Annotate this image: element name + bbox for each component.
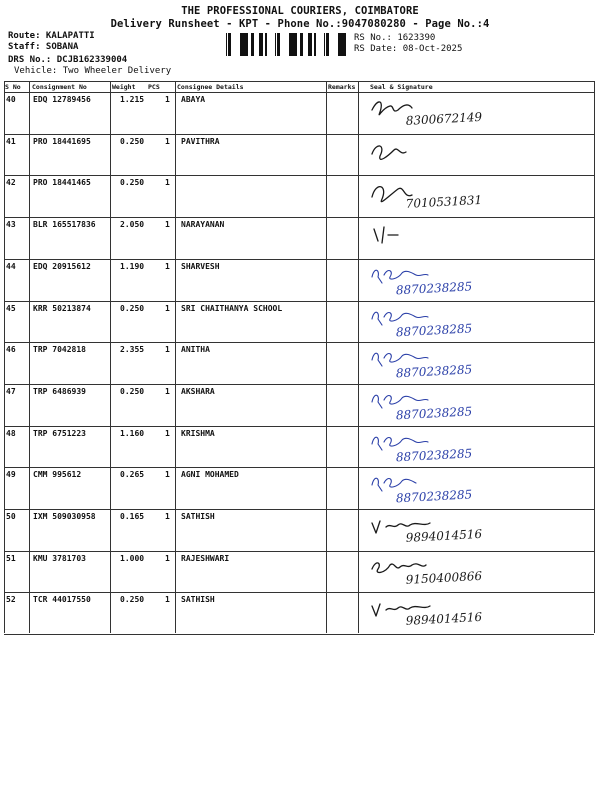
svg-text:8870238285: 8870238285 (395, 404, 473, 423)
row-pcs: 1 (165, 386, 170, 396)
col-header-remarks: Remarks (328, 83, 356, 91)
svg-text:7010531831: 7010531831 (405, 193, 483, 212)
row-pcs: 1 (165, 512, 170, 521)
row-consignee: ANITHA (181, 345, 210, 355)
row-consignment-no: PRO 18441465 (33, 178, 91, 188)
col-header-weight: Weight (112, 83, 136, 91)
table-top-rule (4, 81, 594, 82)
row-sno: 51 (6, 553, 16, 563)
row-pcs: 1 (165, 595, 170, 605)
row-consignment-no: TCR 44017550 (33, 595, 91, 605)
row-weight: 0.165 (120, 512, 145, 521)
row-consignee: SATHISH (181, 512, 215, 521)
col-header-consignee: Consignee Details (177, 83, 244, 91)
svg-text:9150400866: 9150400866 (405, 568, 483, 587)
svg-text:8870238285: 8870238285 (395, 445, 473, 464)
row-weight: 0.250 (120, 386, 145, 396)
row-consignee: KRISHMA (181, 428, 215, 438)
row-sno: 52 (6, 595, 16, 605)
row-consignee: SATHISH (181, 595, 215, 605)
row-consignee: RAJESHWARI (181, 553, 230, 563)
handwritten-signature (362, 177, 542, 217)
handwritten-signature (362, 428, 542, 468)
document-subtitle: Delivery Runsheet - KPT - Phone No.:9047080280 - Page No.:4 (110, 18, 490, 30)
row-consignment-no: EDQ 20915612 (33, 261, 91, 271)
row-consignment-no: EDQ 12789456 (33, 95, 91, 104)
svg-text:9894014516: 9894014516 (405, 610, 483, 629)
document-title: THE PROFESSIONAL COURIERS, COIMBATORE (181, 5, 419, 17)
handwritten-signature (362, 594, 542, 634)
row-consignee: SHARVESH (181, 261, 220, 271)
row-consignee: AGNI MOHAMED (181, 470, 239, 480)
row-pcs: 1 (165, 95, 170, 104)
row-weight: 2.050 (120, 220, 145, 230)
row-consignee: ABAYA (181, 95, 206, 104)
barcode (224, 33, 350, 56)
row-sno: 50 (6, 512, 16, 521)
row-pcs: 1 (165, 178, 170, 188)
row-weight: 2.355 (120, 345, 145, 355)
row-pcs: 1 (165, 553, 170, 563)
row-consignee: PAVITHRA (181, 136, 220, 146)
row-consignee: SRI CHAITHANYA SCHOOL (181, 303, 283, 313)
row-consignment-no: TRP 6751223 (33, 428, 86, 438)
row-weight: 1.215 (120, 95, 145, 104)
row-pcs: 1 (165, 303, 170, 313)
staff-label: Staff: SOBANA (8, 42, 79, 52)
row-consignment-no: PRO 18441695 (33, 136, 91, 146)
handwritten-signature (362, 511, 542, 551)
row-weight: 1.160 (120, 428, 145, 438)
row-weight: 0.265 (120, 470, 145, 480)
row-sno: 47 (6, 386, 16, 396)
row-sno: 44 (6, 261, 16, 271)
col-divider (594, 81, 595, 633)
row-sno: 49 (6, 470, 16, 480)
row-pcs: 1 (165, 136, 170, 146)
row-consignment-no: BLR 165517836 (33, 220, 96, 230)
rs-date: RS Date: 08-Oct-2025 (354, 44, 463, 54)
rs-number: RS No.: 1623390 (354, 33, 436, 43)
row-consignee: AKSHARA (181, 386, 215, 396)
handwritten-signature (362, 219, 542, 259)
handwritten-signature (362, 303, 542, 343)
row-sno: 40 (6, 95, 16, 104)
svg-text:9894014516: 9894014516 (405, 526, 483, 545)
col-header-consignment: Consignment No (32, 83, 87, 91)
route-label: Route: KALAPATTI (8, 31, 95, 41)
col-header-pcs: PCS (148, 83, 160, 91)
handwritten-signature (362, 136, 542, 176)
row-weight: 0.250 (120, 136, 145, 146)
table-header-rule (4, 92, 594, 93)
row-consignee: NARAYANAN (181, 220, 225, 230)
row-pcs: 1 (165, 261, 170, 271)
handwritten-signature (362, 553, 542, 593)
svg-text:8300672149: 8300672149 (405, 109, 483, 128)
row-weight: 1.190 (120, 261, 145, 271)
row-sno: 42 (6, 178, 16, 188)
row-sno: 48 (6, 428, 16, 438)
row-weight: 0.250 (120, 178, 145, 188)
row-consignment-no: CMM 995612 (33, 470, 82, 480)
row-consignment-no: KMU 3781703 (33, 553, 86, 563)
handwritten-signature (362, 94, 542, 134)
row-weight: 0.250 (120, 595, 145, 605)
row-pcs: 1 (165, 470, 170, 480)
handwritten-signature (362, 344, 542, 384)
row-sno: 45 (6, 303, 16, 313)
svg-text:8870238285: 8870238285 (395, 320, 473, 339)
handwritten-signature (362, 469, 542, 509)
col-header-sno: S No (5, 83, 21, 91)
row-weight: 0.250 (120, 303, 145, 313)
row-sno: 43 (6, 220, 16, 230)
row-sno: 46 (6, 345, 16, 355)
row-consignment-no: TRP 6486939 (33, 386, 86, 396)
row-consignment-no: IXM 509030958 (33, 512, 96, 521)
row-pcs: 1 (165, 220, 170, 230)
drs-number: DRS No.: DCJB162339004 (8, 55, 128, 65)
row-consignment-no: KRR 50213874 (33, 303, 91, 313)
handwritten-signature (362, 386, 542, 426)
svg-text:8870238285: 8870238285 (395, 362, 473, 381)
svg-text:8870238285: 8870238285 (395, 279, 473, 298)
row-weight: 1.000 (120, 553, 145, 563)
row-sno: 41 (6, 136, 16, 146)
row-pcs: 1 (165, 428, 170, 438)
vehicle-label: Vehicle: Two Wheeler Delivery (14, 66, 172, 76)
row-consignment-no: TRP 7042818 (33, 345, 86, 355)
handwritten-signature (362, 261, 542, 301)
svg-text:8870238285: 8870238285 (395, 487, 473, 506)
row-pcs: 1 (165, 345, 170, 355)
col-header-seal: Seal & Signature (370, 83, 433, 91)
